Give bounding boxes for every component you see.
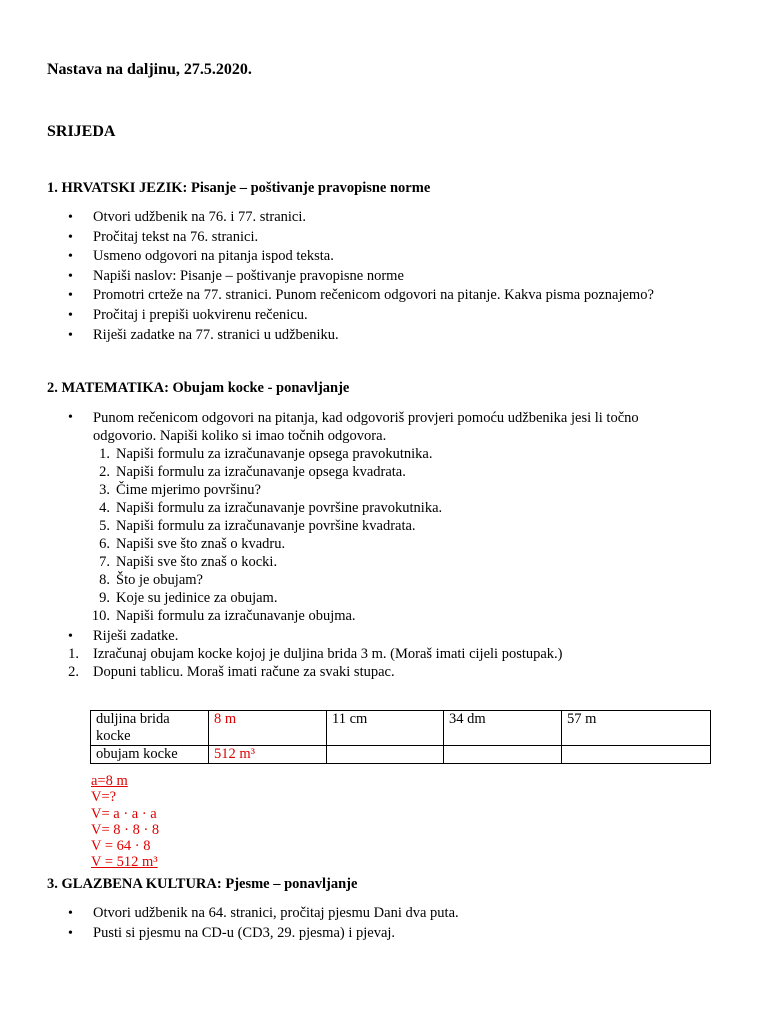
list-item: • Promotri crteže na 77. stranici. Punom rečenicom odgovori na pitanje. Kakva pisma poznajemo? (47, 286, 654, 306)
question-number: 1. (99, 446, 110, 462)
list-item: • Usmeno odgovori na pitanja ispod teksta. (47, 247, 654, 267)
task-text: Izračunaj obujam kocke kojoj je duljina brida 3 m. (Moraš imati cijeli postupak.) (93, 646, 563, 662)
list-item: • Riješi zadatke na 77. stranici u udžbeniku. (47, 326, 654, 346)
list-item: • Otvori udžbenik na 64. stranici, pročitaj pjesmu Dani dva puta. (47, 904, 459, 924)
list-item: • Pusti si pjesmu na CD-u (CD3, 29. pjesma) i pjevaj. (47, 924, 459, 944)
document-title: Nastava na daljinu, 27.5.2020. (47, 61, 252, 78)
list-item (88, 535, 442, 553)
question-text: Napiši sve što znaš o kocki. (116, 554, 278, 570)
table-cell (562, 746, 711, 764)
section-2-intro (47, 409, 639, 445)
calc-line: V = 64 · 8 (91, 838, 151, 855)
question-text: Što je obujam? (116, 572, 203, 588)
question-number: 10. (91, 608, 110, 624)
list-item (88, 517, 442, 535)
list-item (47, 645, 563, 663)
section-1-list (47, 208, 654, 345)
questions-list (88, 445, 442, 625)
question-text: Koje su jedinice za obujam. (116, 590, 278, 606)
section-1-subject: 1. HRVATSKI JEZIK: (47, 180, 188, 196)
list-item (47, 663, 563, 681)
volume-table (90, 710, 711, 764)
question-number: 8. (99, 572, 110, 588)
tasks-list (47, 645, 563, 681)
table-row (91, 711, 711, 746)
calc-line: V= 8 · 8 · 8 (91, 821, 160, 838)
task-number: 1. (68, 646, 79, 662)
section-1-topic: Pisanje – poštivanje pravopisne norme (191, 180, 431, 196)
section-3-topic: Pjesme – ponavljanje (225, 876, 358, 892)
list-item: • Pročitaj i prepiši uokvirenu rečenicu. (47, 306, 654, 326)
calc-line: V = 512 m³ (91, 854, 158, 871)
task-text: Dopuni tablicu. Moraš imati račune za svaki stupac. (93, 664, 395, 680)
question-text: Napiši formulu za izračunavanje površine kvadrata. (116, 518, 416, 534)
calc-line: V=? (91, 789, 117, 806)
table-cell: 57 m (562, 711, 711, 746)
cell-text: duljina brida (96, 711, 170, 727)
task-number: 2. (68, 664, 79, 680)
question-number: 6. (99, 536, 110, 552)
list-item (88, 607, 442, 625)
list-item (88, 463, 442, 481)
table-cell (444, 746, 562, 764)
list-item: • Otvori udžbenik na 76. i 77. stranici. (47, 208, 654, 228)
day-heading: SRIJEDA (47, 123, 116, 140)
table-cell: 11 cm (327, 711, 444, 746)
calculation-block (91, 773, 159, 871)
list-item (88, 445, 442, 463)
calc-line: V= a · a · a (91, 805, 157, 822)
table-cell: 512 m³ (209, 746, 327, 764)
section-2-heading (47, 380, 349, 397)
section-2-subject: 2. MATEMATIKA: (47, 380, 169, 396)
question-number: 2. (99, 464, 110, 480)
question-text: Napiši sve što znaš o kvadru. (116, 536, 286, 552)
list-item: • Napiši naslov: Pisanje – poštivanje pravopisne norme (47, 267, 654, 287)
list-item (88, 499, 442, 517)
question-text: Čime mjerimo površinu? (116, 482, 261, 498)
table-cell-label (91, 711, 209, 746)
list-item (88, 589, 442, 607)
calc-line: a=8 m (91, 773, 128, 789)
question-number: 3. (99, 482, 110, 498)
table-cell: 8 m (209, 711, 327, 746)
list-item (88, 481, 442, 499)
intro-line-2: odgovorio. Napiši koliko si imao točnih odgovora. (93, 428, 387, 444)
tasks-bullet (47, 627, 178, 647)
table-cell: 34 dm (444, 711, 562, 746)
table-row (91, 746, 711, 764)
section-1-heading (47, 180, 430, 197)
question-number: 4. (99, 500, 110, 516)
list-item (88, 571, 442, 589)
section-3-subject: 3. GLAZBENA KULTURA: (47, 876, 222, 892)
list-item (88, 553, 442, 571)
table-cell-label: obujam kocke (91, 746, 209, 764)
cell-text: kocke (96, 728, 131, 744)
question-text: Napiši formulu za izračunavanje površine pravokutnika. (116, 500, 443, 516)
list-item: • Pročitaj tekst na 76. stranici. (47, 228, 654, 248)
section-2-topic: Obujam kocke - ponavljanje (172, 380, 350, 396)
question-number: 5. (99, 518, 110, 534)
question-text: Napiši formulu za izračunavanje opsega kvadrata. (116, 464, 406, 480)
question-number: 7. (99, 554, 110, 570)
table-cell (327, 746, 444, 764)
intro-line-1: • Punom rečenicom odgovori na pitanja, kad odgovoriš provjeri pomoću udžbenika jesi li točno (93, 410, 639, 426)
section-3-list (47, 904, 459, 943)
list-item (47, 409, 639, 445)
list-item: • Riješi zadatke. (47, 627, 178, 647)
question-text: Napiši formulu za izračunavanje opsega pravokutnika. (116, 446, 433, 462)
question-text: Napiši formulu za izračunavanje obujma. (116, 608, 356, 624)
question-number: 9. (99, 590, 110, 606)
section-3-heading (47, 876, 357, 893)
